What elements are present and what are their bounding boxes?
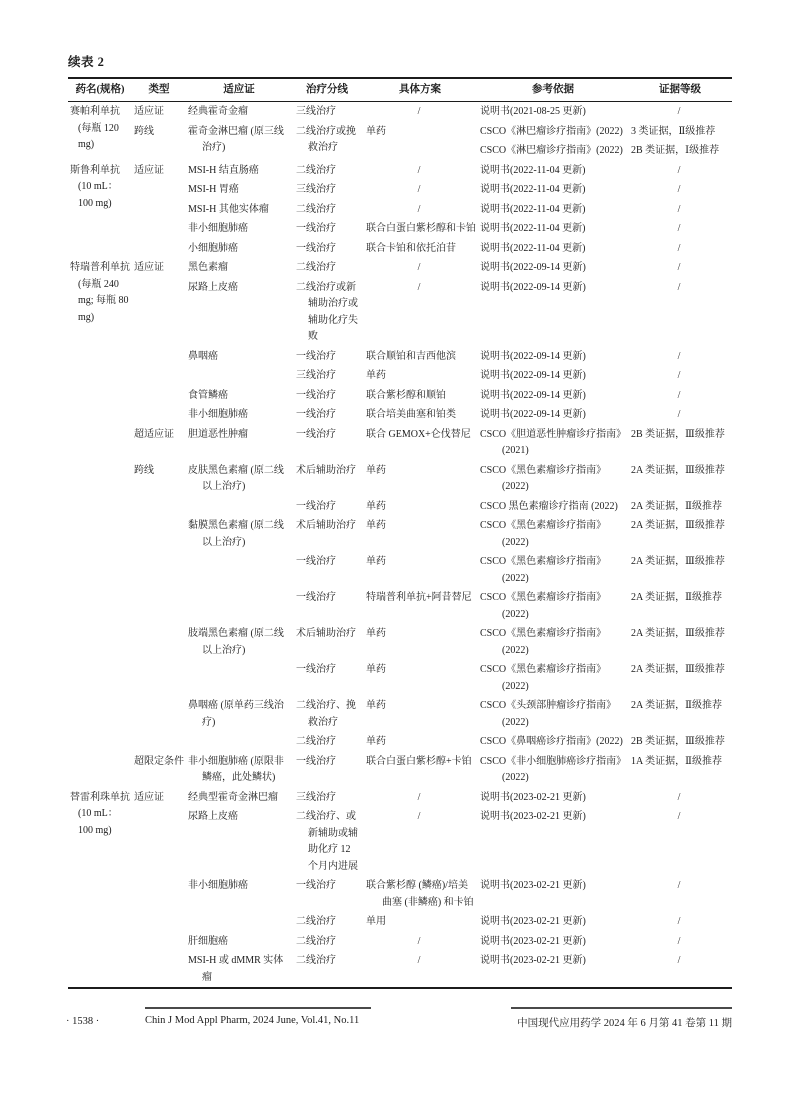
table-row bbox=[68, 161, 732, 181]
type-cell: 适应证 bbox=[134, 791, 164, 803]
drug-indication-table bbox=[68, 77, 732, 989]
regimen-cell: / bbox=[417, 184, 421, 195]
evidence-cell: / bbox=[677, 281, 681, 293]
evidence-cell: 2A 类证据，Ⅱ级推荐 bbox=[631, 700, 722, 711]
type-cell: 跨线 bbox=[134, 125, 154, 137]
regimen-cell: 单药 bbox=[366, 125, 386, 137]
table-row bbox=[68, 932, 732, 952]
table-row bbox=[68, 122, 732, 142]
type-cell bbox=[132, 624, 186, 660]
type-cell bbox=[132, 405, 186, 425]
treatment-line-cell: 一线治疗 bbox=[296, 223, 336, 234]
evidence-cell: 2A 类证据，Ⅲ级推荐 bbox=[631, 628, 725, 639]
table-row bbox=[68, 258, 732, 278]
treatment-line-cell: 二线治疗 bbox=[296, 262, 336, 273]
regimen-cell: 特瑞普利单抗+阿昔替尼 bbox=[366, 592, 472, 603]
evidence-cell: / bbox=[677, 242, 681, 254]
reference-cell: 说明书(2022-09-14 更新) bbox=[480, 389, 586, 401]
reference-cell: CSCO《黑色素瘤诊疗指南》(2022) bbox=[480, 520, 607, 548]
indication-cell: 鼻咽癌 (原单药三线治疗) bbox=[188, 700, 284, 728]
table-row bbox=[68, 405, 732, 425]
reference-cell: 说明书(2023-02-21 更新) bbox=[480, 811, 586, 822]
treatment-line-cell: 二线治疗 bbox=[296, 736, 336, 747]
table-row bbox=[68, 624, 732, 660]
type-cell bbox=[132, 497, 186, 517]
evidence-cell: 1A 类证据，Ⅱ级推荐 bbox=[631, 755, 722, 767]
evidence-cell: / bbox=[677, 916, 681, 927]
reference-cell: 说明书(2022-11-04 更新) bbox=[480, 223, 586, 234]
evidence-cell: 2B 类证据，Ⅲ级推荐 bbox=[631, 736, 725, 747]
evidence-cell: 2A 类证据，Ⅲ级推荐 bbox=[631, 556, 725, 567]
type-cell bbox=[132, 932, 186, 952]
table-row bbox=[68, 807, 732, 876]
table-row bbox=[68, 912, 732, 932]
page-footer bbox=[0, 1007, 800, 1051]
reference-cell: CSCO 黑色素瘤诊疗指南 (2022) bbox=[480, 500, 618, 512]
table-row bbox=[68, 951, 732, 988]
evidence-cell: 2A 类证据，Ⅲ级推荐 bbox=[631, 664, 725, 675]
evidence-cell: 2A 类证据，Ⅱ级推荐 bbox=[631, 592, 722, 603]
evidence-cell: / bbox=[677, 223, 681, 234]
indication-cell: 尿路上皮癌 bbox=[188, 811, 238, 822]
regimen-cell: 单药 bbox=[366, 556, 386, 567]
table-row bbox=[68, 588, 732, 624]
column-header-indication: 适应证 bbox=[186, 78, 292, 102]
reference-cell: 说明书(2021-08-25 更新) bbox=[480, 106, 586, 117]
regimen-cell: 联合培美曲塞和铂类 bbox=[366, 409, 456, 420]
indication-cell: MSI-H 其他实体瘤 bbox=[188, 203, 269, 215]
reference-cell: CSCO《黑色素瘤诊疗指南》(2022) bbox=[480, 556, 607, 584]
treatment-line-cell: 二线治疗 bbox=[296, 203, 336, 215]
regimen-cell: / bbox=[417, 203, 421, 215]
evidence-cell: / bbox=[677, 811, 681, 822]
regimen-cell: 联合白蛋白紫杉醇+卡铂 bbox=[366, 755, 472, 767]
treatment-line-cell: 三线治疗 bbox=[296, 106, 336, 117]
regimen-cell: 单药 bbox=[366, 628, 386, 639]
evidence-cell: / bbox=[677, 262, 681, 273]
reference-cell: 说明书(2022-09-14 更新) bbox=[480, 281, 586, 293]
indication-cell: 黑色素瘤 bbox=[188, 262, 228, 273]
treatment-line-cell: 二线治疗、或新辅助或辅助化疗 12 个月内进展 bbox=[296, 811, 358, 872]
type-cell bbox=[132, 347, 186, 367]
regimen-cell: / bbox=[417, 935, 421, 947]
indication-cell: 非小细胞肺癌 bbox=[188, 223, 248, 234]
reference-cell: 说明书(2023-02-21 更新) bbox=[480, 791, 586, 803]
evidence-cell: / bbox=[677, 880, 681, 891]
type-cell bbox=[132, 588, 186, 624]
reference-cell: CSCO《胆道恶性肿瘤诊疗指南》(2021) bbox=[480, 428, 622, 456]
treatment-line-cell: 二线治疗或新辅助治疗或辅助化疗失败 bbox=[296, 281, 358, 342]
type-cell bbox=[132, 660, 186, 696]
indication-cell: 胆道恶性肿瘤 bbox=[188, 428, 248, 440]
table-row bbox=[68, 366, 732, 386]
table-row bbox=[68, 219, 732, 239]
journal-citation-en: Chin J Mod Appl Pharm, 2024 June, Vol.41, No.11 bbox=[145, 1007, 371, 1026]
regimen-cell: / bbox=[417, 262, 421, 273]
regimen-cell: 单药 bbox=[366, 464, 386, 476]
type-cell: 超限定条件 bbox=[134, 755, 184, 767]
type-cell: 适应证 bbox=[134, 262, 164, 273]
reference-cell: 说明书(2022-11-04 更新) bbox=[480, 164, 586, 176]
treatment-line-cell: 三线治疗 bbox=[296, 370, 336, 381]
treatment-line-cell: 一线治疗 bbox=[296, 755, 336, 767]
treatment-line-cell: 一线治疗 bbox=[296, 664, 336, 675]
treatment-line-cell: 二线治疗、挽救治疗 bbox=[296, 700, 356, 728]
regimen-cell: 单药 bbox=[366, 700, 386, 711]
table-row bbox=[68, 516, 732, 552]
evidence-cell: / bbox=[677, 409, 681, 420]
indication-cell: 霍奇金淋巴瘤 (原三线治疗) bbox=[188, 125, 284, 153]
evidence-cell: / bbox=[677, 350, 681, 362]
reference-cell: 说明书(2022-09-14 更新) bbox=[480, 370, 586, 381]
reference-cell: 说明书(2023-02-21 更新) bbox=[480, 916, 586, 927]
type-cell: 跨线 bbox=[134, 464, 154, 476]
column-header-reference: 参考依据 bbox=[478, 78, 628, 102]
drug-name-cell: 斯鲁利单抗 (10 mL：100 mg) bbox=[70, 164, 120, 209]
treatment-line-cell: 术后辅助治疗 bbox=[296, 464, 356, 476]
table-row bbox=[68, 660, 732, 696]
table-row bbox=[68, 347, 732, 367]
treatment-line-cell: 二线治疗 bbox=[296, 955, 336, 966]
drug-name-cell: 替雷利珠单抗 (10 mL：100 mg) bbox=[70, 791, 130, 836]
table-row bbox=[68, 425, 732, 461]
type-cell bbox=[132, 912, 186, 932]
regimen-cell: / bbox=[417, 955, 421, 966]
evidence-cell: / bbox=[677, 791, 681, 803]
type-cell: 适应证 bbox=[134, 164, 164, 176]
type-cell bbox=[132, 951, 186, 988]
evidence-cell: 2A 类证据，Ⅲ级推荐 bbox=[631, 464, 725, 476]
evidence-cell: / bbox=[677, 184, 681, 195]
type-cell bbox=[132, 219, 186, 239]
indication-cell: 肢端黑色素瘤 (原二线以上治疗) bbox=[188, 628, 284, 656]
indication-cell: 尿路上皮癌 bbox=[188, 281, 238, 293]
indication-cell: 非小细胞肺癌 bbox=[188, 880, 248, 891]
treatment-line-cell: 二线治疗 bbox=[296, 935, 336, 947]
evidence-cell: 2B 类证据，Ⅲ级推荐 bbox=[631, 428, 725, 440]
type-cell bbox=[132, 278, 186, 347]
evidence-cell: 2A 类证据，Ⅲ级推荐 bbox=[631, 520, 725, 531]
treatment-line-cell: 术后辅助治疗 bbox=[296, 520, 356, 531]
regimen-cell: 联合紫杉醇 (鳞癌)/培美曲塞 (非鳞癌) 和卡铂 bbox=[366, 880, 474, 908]
type-cell: 超适应证 bbox=[134, 428, 174, 440]
evidence-cell: / bbox=[677, 164, 681, 176]
reference-cell: CSCO《黑色素瘤诊疗指南》(2022) bbox=[480, 664, 607, 692]
regimen-cell: / bbox=[417, 791, 421, 803]
type-cell bbox=[132, 516, 186, 552]
indication-cell: 非小细胞肺癌 (原限非鳞癌，此处鳞状) bbox=[188, 755, 284, 783]
indication-cell: 经典霍奇金瘤 bbox=[188, 106, 248, 117]
regimen-cell: 联合卡铂和依托泊苷 bbox=[366, 242, 456, 254]
evidence-cell: / bbox=[677, 370, 681, 381]
reference-cell: CSCO《黑色素瘤诊疗指南》(2022) bbox=[480, 592, 607, 620]
regimen-cell: / bbox=[417, 164, 421, 176]
indication-cell: MSI-H 胃癌 bbox=[188, 184, 239, 195]
reference-cell: 说明书(2022-11-04 更新) bbox=[480, 242, 586, 254]
reference-cell: 说明书(2022-09-14 更新) bbox=[480, 350, 586, 362]
table-row bbox=[68, 696, 732, 732]
treatment-line-cell: 二线治疗 bbox=[296, 164, 336, 176]
treatment-line-cell: 术后辅助治疗 bbox=[296, 628, 356, 639]
treatment-line-cell: 二线治疗或挽救治疗 bbox=[296, 125, 356, 153]
treatment-line-cell: 一线治疗 bbox=[296, 242, 336, 254]
treatment-line-cell: 一线治疗 bbox=[296, 389, 336, 401]
regimen-cell: 联合 GEMOX+仑伐替尼 bbox=[366, 428, 471, 440]
evidence-cell: / bbox=[677, 106, 681, 117]
type-cell bbox=[132, 552, 186, 588]
table-row bbox=[68, 180, 732, 200]
type-cell bbox=[132, 386, 186, 406]
evidence-cell: 2B 类证据，Ⅰ级推荐 bbox=[631, 145, 720, 156]
table-row bbox=[68, 102, 732, 122]
treatment-line-cell: 二线治疗 bbox=[296, 916, 336, 927]
table-row bbox=[68, 788, 732, 808]
table-row bbox=[68, 278, 732, 347]
reference-cell: CSCO《黑色素瘤诊疗指南》(2022) bbox=[480, 628, 607, 656]
reference-cell: 说明书(2022-09-14 更新) bbox=[480, 409, 586, 420]
regimen-cell: 单用 bbox=[366, 916, 386, 927]
reference-cell: CSCO《头颈部肿瘤诊疗指南》(2022) bbox=[480, 700, 617, 728]
reference-cell: 说明书(2023-02-21 更新) bbox=[480, 880, 586, 891]
table-row bbox=[68, 876, 732, 912]
column-header-evidence: 证据等级 bbox=[628, 78, 732, 102]
journal-citation-cn: 中国现代应用药学 2024 年 6 月第 41 卷第 11 期 bbox=[511, 1007, 732, 1030]
indication-cell: MSI-H 结直肠癌 bbox=[188, 164, 259, 176]
table-row bbox=[68, 752, 732, 788]
indication-cell: 经典型霍奇金淋巴瘤 bbox=[188, 791, 278, 803]
column-header-type: 类型 bbox=[132, 78, 186, 102]
reference-cell: 说明书(2022-09-14 更新) bbox=[480, 262, 586, 273]
treatment-line-cell: 一线治疗 bbox=[296, 592, 336, 603]
regimen-cell: 单药 bbox=[366, 736, 386, 747]
type-cell bbox=[132, 366, 186, 386]
treatment-line-cell: 一线治疗 bbox=[296, 556, 336, 567]
evidence-cell: / bbox=[677, 203, 681, 215]
treatment-line-cell: 一线治疗 bbox=[296, 880, 336, 891]
drug-name-cell: 赛帕利单抗 (每瓶 120 mg) bbox=[70, 106, 120, 150]
reference-cell: 说明书(2022-11-04 更新) bbox=[480, 184, 586, 195]
regimen-cell: 联合顺铂和吉西他滨 bbox=[366, 350, 456, 362]
table-row bbox=[68, 461, 732, 497]
reference-cell: CSCO《淋巴瘤诊疗指南》(2022) bbox=[480, 145, 623, 156]
treatment-line-cell: 一线治疗 bbox=[296, 500, 336, 512]
column-header-regimen: 具体方案 bbox=[362, 78, 478, 102]
column-header-treatment-line: 治疗分线 bbox=[292, 78, 362, 102]
table-row bbox=[68, 497, 732, 517]
regimen-cell: / bbox=[417, 106, 421, 117]
evidence-cell: 2A 类证据，Ⅱ级推荐 bbox=[631, 500, 722, 512]
regimen-cell: 单药 bbox=[366, 664, 386, 675]
regimen-cell: 联合白蛋白紫杉醇和卡铂 bbox=[366, 223, 476, 234]
indication-cell: 非小细胞肺癌 bbox=[188, 409, 248, 420]
treatment-line-cell: 一线治疗 bbox=[296, 428, 336, 440]
continued-table-label: 续表 2 bbox=[68, 55, 105, 69]
regimen-cell: 单药 bbox=[366, 500, 386, 512]
indication-cell: 食管鳞癌 bbox=[188, 389, 228, 401]
reference-cell: CSCO《淋巴瘤诊疗指南》(2022) bbox=[480, 125, 623, 137]
indication-cell: 鼻咽癌 bbox=[188, 350, 218, 362]
indication-cell: 黏膜黑色素瘤 (原二线以上治疗) bbox=[188, 520, 284, 548]
regimen-cell: / bbox=[417, 811, 421, 822]
evidence-cell: / bbox=[677, 389, 681, 401]
type-cell bbox=[132, 696, 186, 732]
indication-cell: 皮肤黑色素瘤 (原二线以上治疗) bbox=[188, 464, 284, 492]
treatment-line-cell: 三线治疗 bbox=[296, 184, 336, 195]
indication-cell: MSI-H 或 dMMR 实体瘤 bbox=[188, 955, 284, 983]
type-cell bbox=[132, 876, 186, 912]
table-row bbox=[68, 200, 732, 220]
reference-cell: CSCO《鼻咽癌诊疗指南》(2022) bbox=[480, 736, 623, 747]
reference-cell: CSCO《非小细胞肺癌诊疗指南》(2022) bbox=[480, 755, 622, 783]
type-cell bbox=[132, 807, 186, 876]
reference-cell: 说明书(2023-02-21 更新) bbox=[480, 935, 586, 947]
treatment-line-cell: 一线治疗 bbox=[296, 409, 336, 420]
evidence-cell: / bbox=[677, 935, 681, 947]
page-number: · 1538 · bbox=[66, 1016, 100, 1027]
treatment-line-cell: 一线治疗 bbox=[296, 350, 336, 362]
evidence-cell: / bbox=[677, 955, 681, 966]
table-row bbox=[68, 732, 732, 752]
regimen-cell: 单药 bbox=[366, 370, 386, 381]
type-cell bbox=[132, 141, 186, 161]
table-row bbox=[68, 386, 732, 406]
regimen-cell: 联合紫杉醇和顺铂 bbox=[366, 389, 446, 401]
table-row bbox=[68, 239, 732, 259]
type-cell bbox=[132, 200, 186, 220]
reference-cell: CSCO《黑色素瘤诊疗指南》(2022) bbox=[480, 464, 607, 492]
type-cell bbox=[132, 180, 186, 200]
regimen-cell: 单药 bbox=[366, 520, 386, 531]
table-header-row bbox=[68, 78, 732, 102]
type-cell bbox=[132, 239, 186, 259]
indication-cell: 小细胞肺癌 bbox=[188, 242, 238, 254]
reference-cell: 说明书(2022-11-04 更新) bbox=[480, 203, 586, 215]
type-cell bbox=[132, 732, 186, 752]
column-header-drug-name: 药名(规格) bbox=[68, 78, 132, 102]
table-row bbox=[68, 552, 732, 588]
drug-name-cell: 特瑞普利单抗 (每瓶 240 mg; 每瓶 80 mg) bbox=[70, 262, 130, 323]
indication-cell: 肝细胞癌 bbox=[188, 935, 228, 947]
evidence-cell: 3 类证据，Ⅱ级推荐 bbox=[631, 125, 716, 137]
treatment-line-cell: 三线治疗 bbox=[296, 791, 336, 803]
type-cell: 适应证 bbox=[134, 106, 164, 117]
reference-cell: 说明书(2023-02-21 更新) bbox=[480, 955, 586, 966]
regimen-cell: / bbox=[417, 281, 421, 293]
